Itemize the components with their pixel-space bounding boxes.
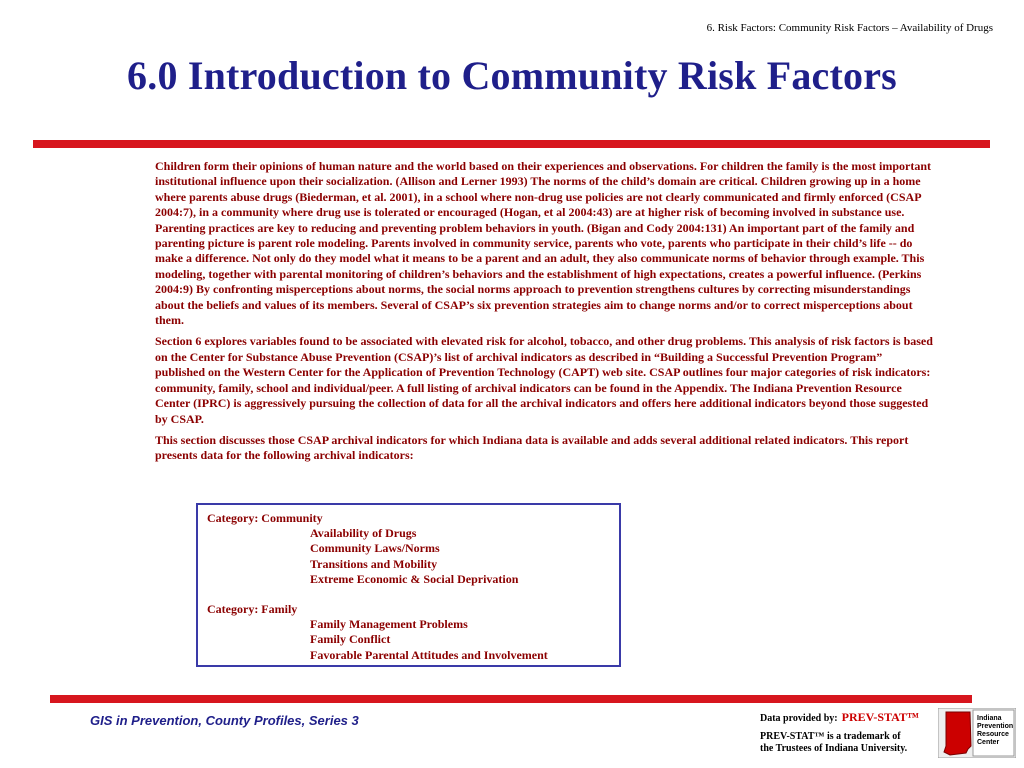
logo-line: Center bbox=[977, 739, 1000, 746]
prev-stat-brand: PREV-STAT™ bbox=[841, 710, 919, 724]
data-provider bbox=[760, 710, 919, 725]
logo-line: Resource bbox=[977, 731, 1009, 738]
category-community-label: Category: Community bbox=[207, 511, 323, 525]
trademark-line: PREV-STAT™ is a trademark of bbox=[760, 731, 901, 742]
trademark-line: the Trustees of Indiana University. bbox=[760, 743, 908, 754]
provider-label: Data provided by: bbox=[760, 713, 838, 724]
indicator-list-box bbox=[196, 503, 621, 667]
logo-line: Indiana bbox=[977, 715, 1002, 722]
intro-paragraph: Children form their opinions of human nature and the world based on their experiences and observations. For children the family is the most important institutional influence upon their socialization. (Allison and Lerner 1993) The norms of the child’s domain are critical. Children growing up in a home where parents abuse drugs (Biederman, et al. 2001), in a school where non-drug use policies are not clearly communicated and firmly enforced (CSAP 2004:7), in a community where drug use is tolerated or encouraged (Hogan, et al 2004:43) are at higher risk of becoming involved in substance use. Parenting practices are key to reducing and preventing problem behaviors in youth. (Bigan and Cody 2004:131) An important part of the family and parenting picture is parent role modeling. Parents involved in community service, parents who vote, parents who participate in their child’s life -- do make a difference. Not only do they model what it means to be a parent and an adult, they also communicate norms of behavior through example. This modeling, together with parental monitoring of children’s behaviors and the establishment of high expectations, creates a powerful influence. (Perkins 2004:9) By confronting misperceptions about norms, the social norms approach to prevention strengthens cultures by correcting misunderstandings about the beliefs and values of its members. Several of CSAP’s six prevention strategies aim to change norms and/or to correct misperceptions about them. bbox=[155, 159, 932, 328]
trademark-notice bbox=[760, 731, 907, 755]
list-item: Extreme Economic & Social Deprivation bbox=[310, 571, 519, 586]
iprc-logo-text bbox=[977, 715, 1013, 747]
list-item: Family Management Problems bbox=[310, 617, 468, 632]
top-divider bbox=[33, 140, 990, 148]
list-item: Transitions and Mobility bbox=[310, 556, 438, 571]
page-title: 6.0 Introduction to Community Risk Factors bbox=[127, 53, 897, 98]
indicators-lead-paragraph: This section discusses those CSAP archival indicators for which Indiana data is available and adds several additional related indicators. This report presents data for the following archival indicators: bbox=[155, 432, 909, 463]
bottom-divider bbox=[50, 695, 972, 703]
list-item: Favorable Parental Attitudes and Involvement bbox=[310, 647, 548, 662]
section-breadcrumb: 6. Risk Factors: Community Risk Factors – Availability of Drugs bbox=[706, 22, 993, 34]
section-overview-paragraph: Section 6 explores variables found to be associated with elevated risk for alcohol, tobacco, and other drug problems. This analysis of risk factors is based on the Center for Substance Abuse Prevention (CSAP)’s list of archival indicators as described in “Building a Successful Prevention Program” published on the Western Center for the Application of Prevention Technology (CAPT) web site. CSAP outlines four major categories of risk indicators: community, family, school and individual/peer. A full listing of archival indicators can be found in the Appendix. The Indiana Prevention Resource Center (IPRC) is aggressively pursuing the collection of data for all the archival indicators and offers here additional indicators beyond those suggested by CSAP. bbox=[155, 334, 933, 426]
list-spacer bbox=[207, 587, 619, 602]
list-item: Family Conflict bbox=[310, 632, 391, 647]
category-family-label: Category: Family bbox=[207, 602, 298, 617]
body-content bbox=[155, 159, 935, 470]
list-item: Availability of Drugs bbox=[310, 526, 417, 541]
logo-line: Prevention bbox=[977, 723, 1014, 730]
series-caption: GIS in Prevention, County Profiles, Series 3 bbox=[90, 713, 359, 728]
list-item: Community Laws/Norms bbox=[310, 541, 440, 556]
